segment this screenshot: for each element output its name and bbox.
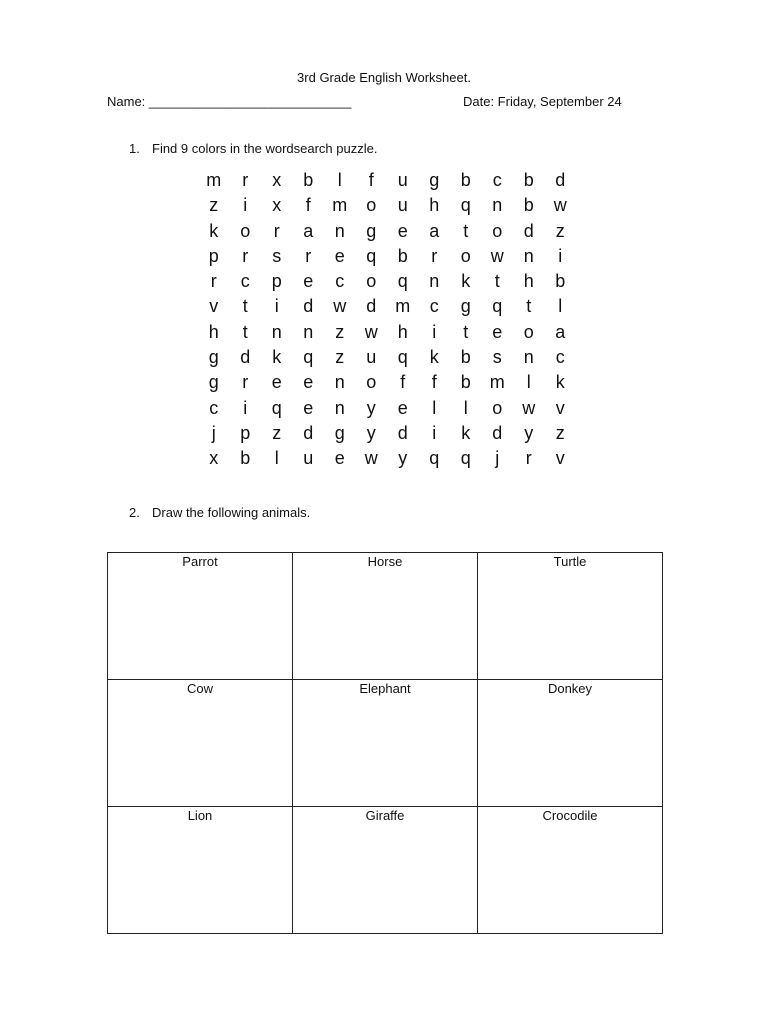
wordsearch-letter: b [460,347,471,368]
wordsearch-letter: y [524,422,534,443]
wordsearch-letter: d [303,422,314,443]
wordsearch-letter: r [242,170,249,190]
name-line: Name: ____________________________ [107,94,352,109]
drawing-box-turtle[interactable] [478,553,663,680]
wordsearch-letter: i [432,422,437,443]
wordsearch-letter: d [397,422,408,443]
wordsearch-letter: g [208,372,219,393]
wordsearch-letter: s [492,347,502,368]
wordsearch-letter: v [555,397,565,418]
wordsearch-letter: e [303,271,314,292]
wordsearch-letter: k [209,220,219,241]
question-2-number: 2. [129,505,140,520]
wordsearch-letter: m [395,296,411,317]
wordsearch-letter: o [240,220,251,241]
wordsearch-letter: f [368,170,374,190]
wordsearch-letter: b [460,372,471,393]
drawing-box-donkey[interactable] [478,680,663,807]
wordsearch-letter: l [558,296,563,317]
wordsearch-letter: c [492,170,502,190]
wordsearch-letter: i [243,397,248,418]
wordsearch-letter: o [366,271,377,292]
animal-drawing-table [107,552,663,934]
wordsearch-letter: r [242,372,249,393]
wordsearch-letter: s [272,245,282,266]
question-2-text: Draw the following animals. [152,505,311,520]
wordsearch-letter: m [332,195,348,216]
wordsearch-letter: y [398,448,408,469]
wordsearch-letter: u [397,195,408,216]
wordsearch-letter: c [240,271,250,292]
wordsearch-letter: v [209,296,219,317]
wordsearch-letter: f [400,372,406,393]
wordsearch-letter: l [526,372,531,393]
wordsearch-letter: l [274,448,279,469]
wordsearch-letter: n [523,347,534,368]
wordsearch-letter: i [243,195,248,216]
wordsearch-letter: c [335,271,345,292]
wordsearch-letter: q [271,397,282,418]
wordsearch-letter: q [397,271,408,292]
question-1-number: 1. [129,141,140,156]
wordsearch-letter: x [272,195,282,216]
wordsearch-letter: g [366,220,377,241]
wordsearch-letter: e [334,245,345,266]
wordsearch-letter: p [271,271,282,292]
wordsearch-letter: o [523,321,534,342]
question-1-text: Find 9 colors in the wordsearch puzzle. [152,141,378,156]
wordsearch-letter: k [461,422,471,443]
wordsearch-letter: q [460,195,471,216]
wordsearch-letter: x [209,448,219,469]
wordsearch-letter: w [522,397,536,418]
wordsearch-letter: w [490,245,504,266]
wordsearch-letter: d [492,422,503,443]
wordsearch-letter: p [240,422,251,443]
table-row [108,553,663,680]
wordsearch-letter: f [431,372,437,393]
wordsearch-letter: n [271,321,282,342]
wordsearch-letter: w [364,321,378,342]
wordsearch-letter: w [553,195,567,216]
wordsearch-letter: z [555,422,565,443]
wordsearch-letter: o [492,397,503,418]
wordsearch-letter: z [555,220,565,241]
wordsearch-letter: k [272,347,282,368]
wordsearch-letter: b [240,448,251,469]
wordsearch-letter: h [208,321,219,342]
wordsearch-letter: g [208,347,219,368]
wordsearch-letter: n [303,321,314,342]
wordsearch-letter: l [337,170,342,190]
wordsearch-letter: o [366,195,377,216]
wordsearch-letter: t [463,220,469,241]
wordsearch-letter: b [555,271,566,292]
wordsearch-letter: d [303,296,314,317]
wordsearch-letter: c [209,397,219,418]
drawing-box-horse[interactable] [293,553,478,680]
wordsearch-letter: b [523,195,534,216]
wordsearch-letter: r [242,245,249,266]
wordsearch-letter: l [463,397,468,418]
wordsearch-letter: m [489,372,505,393]
wordsearch-letter: c [555,347,565,368]
wordsearch-letter: d [240,347,251,368]
wordsearch-letter: k [429,347,439,368]
drawing-box-crocodile[interactable] [478,807,663,934]
wordsearch-letter: r [305,245,312,266]
wordsearch-letter: u [397,170,408,190]
wordsearch-letter: r [273,220,280,241]
wordsearch-letter: p [208,245,219,266]
wordsearch-letter: e [303,372,314,393]
wordsearch-letter: y [366,397,376,418]
wordsearch-letter: o [366,372,377,393]
animal-label: Donkey [547,681,593,696]
wordsearch-letter: g [429,170,440,190]
drawing-box-lion[interactable] [108,807,293,934]
wordsearch-letter: i [274,296,279,317]
question-2 [129,505,310,520]
drawing-box-parrot[interactable] [108,553,293,680]
wordsearch-letter: r [525,448,532,469]
table-row [108,680,663,807]
wordsearch-letter: e [271,372,282,393]
drawing-box-elephant[interactable] [293,680,478,807]
animal-label: Parrot [182,554,218,569]
wordsearch-letter: q [492,296,503,317]
wordsearch-letter: k [555,372,565,393]
wordsearch-letter: z [209,195,219,216]
worksheet-title: 3rd Grade English Worksheet. [297,70,471,85]
table-row [108,807,663,934]
wordsearch-letter: h [429,195,440,216]
wordsearch-letter: h [397,321,408,342]
animal-label: Horse [367,554,403,569]
animal-label: Lion [187,808,213,823]
wordsearch-letter: l [432,397,437,418]
wordsearch-letter: c [429,296,439,317]
drawing-box-giraffe[interactable] [293,807,478,934]
wordsearch-letter: g [334,422,345,443]
drawing-box-cow[interactable] [108,680,293,807]
wordsearch-letter: a [303,220,314,241]
wordsearch-letter: d [555,170,566,190]
wordsearch-letter: t [242,321,248,342]
wordsearch-letter: d [523,220,534,241]
wordsearch-letter: g [460,296,471,317]
wordsearch-letter: j [211,422,216,443]
wordsearch-letter: u [366,347,377,368]
wordsearch-letter: q [303,347,314,368]
wordsearch-letter: b [460,170,471,190]
wordsearch-letter: e [334,448,345,469]
animal-label: Crocodile [542,808,598,823]
wordsearch-letter: e [397,220,408,241]
animal-label: Elephant [359,681,411,696]
animal-label: Giraffe [365,808,405,823]
wordsearch-letter: n [334,220,345,241]
wordsearch-letter: i [432,321,437,342]
wordsearch-letter: t [494,271,500,292]
date-line: Date: Friday, September 24 [463,94,622,109]
question-1 [129,141,377,156]
animal-label: Cow [186,681,213,696]
wordsearch-letter: q [460,448,471,469]
wordsearch-letter: z [272,422,282,443]
wordsearch-letter: o [460,245,471,266]
wordsearch-letter: x [272,170,282,190]
wordsearch-letter: q [429,448,440,469]
wordsearch-letter: k [461,271,471,292]
wordsearch-letter: e [492,321,503,342]
wordsearch-letter: n [334,372,345,393]
wordsearch-letter: t [526,296,532,317]
wordsearch-letter: i [558,245,563,266]
wordsearch-letter: e [397,397,408,418]
wordsearch-letter: z [335,321,345,342]
animal-label: Turtle [553,554,587,569]
wordsearch-letter: w [333,296,347,317]
wordsearch-letter: d [366,296,377,317]
wordsearch-letter: t [242,296,248,317]
wordsearch-letter: o [492,220,503,241]
wordsearch-letter: n [429,271,440,292]
wordsearch-letter: b [523,170,534,190]
wordsearch-letter: b [303,170,314,190]
wordsearch-letter: v [555,448,565,469]
wordsearch-letter: m [206,170,222,190]
wordsearch-letter: n [492,195,503,216]
wordsearch-letter: n [334,397,345,418]
wordsearch-letter: r [431,245,438,266]
wordsearch-letter: e [303,397,314,418]
wordsearch-letter: t [463,321,469,342]
wordsearch-letter: q [397,347,408,368]
wordsearch-letter: j [495,448,500,469]
wordsearch-letter: f [305,195,311,216]
wordsearch-letter: y [366,422,376,443]
wordsearch-letter: a [555,321,566,342]
wordsearch-letter: w [364,448,378,469]
wordsearch-letter: z [335,347,345,368]
wordsearch-letter: b [397,245,408,266]
wordsearch-letter: n [523,245,534,266]
wordsearch-letter: a [429,220,440,241]
wordsearch-letter: h [523,271,534,292]
wordsearch-letter: q [366,245,377,266]
wordsearch-grid [198,168,576,472]
wordsearch-letter: u [303,448,314,469]
wordsearch-letter: r [210,271,217,292]
